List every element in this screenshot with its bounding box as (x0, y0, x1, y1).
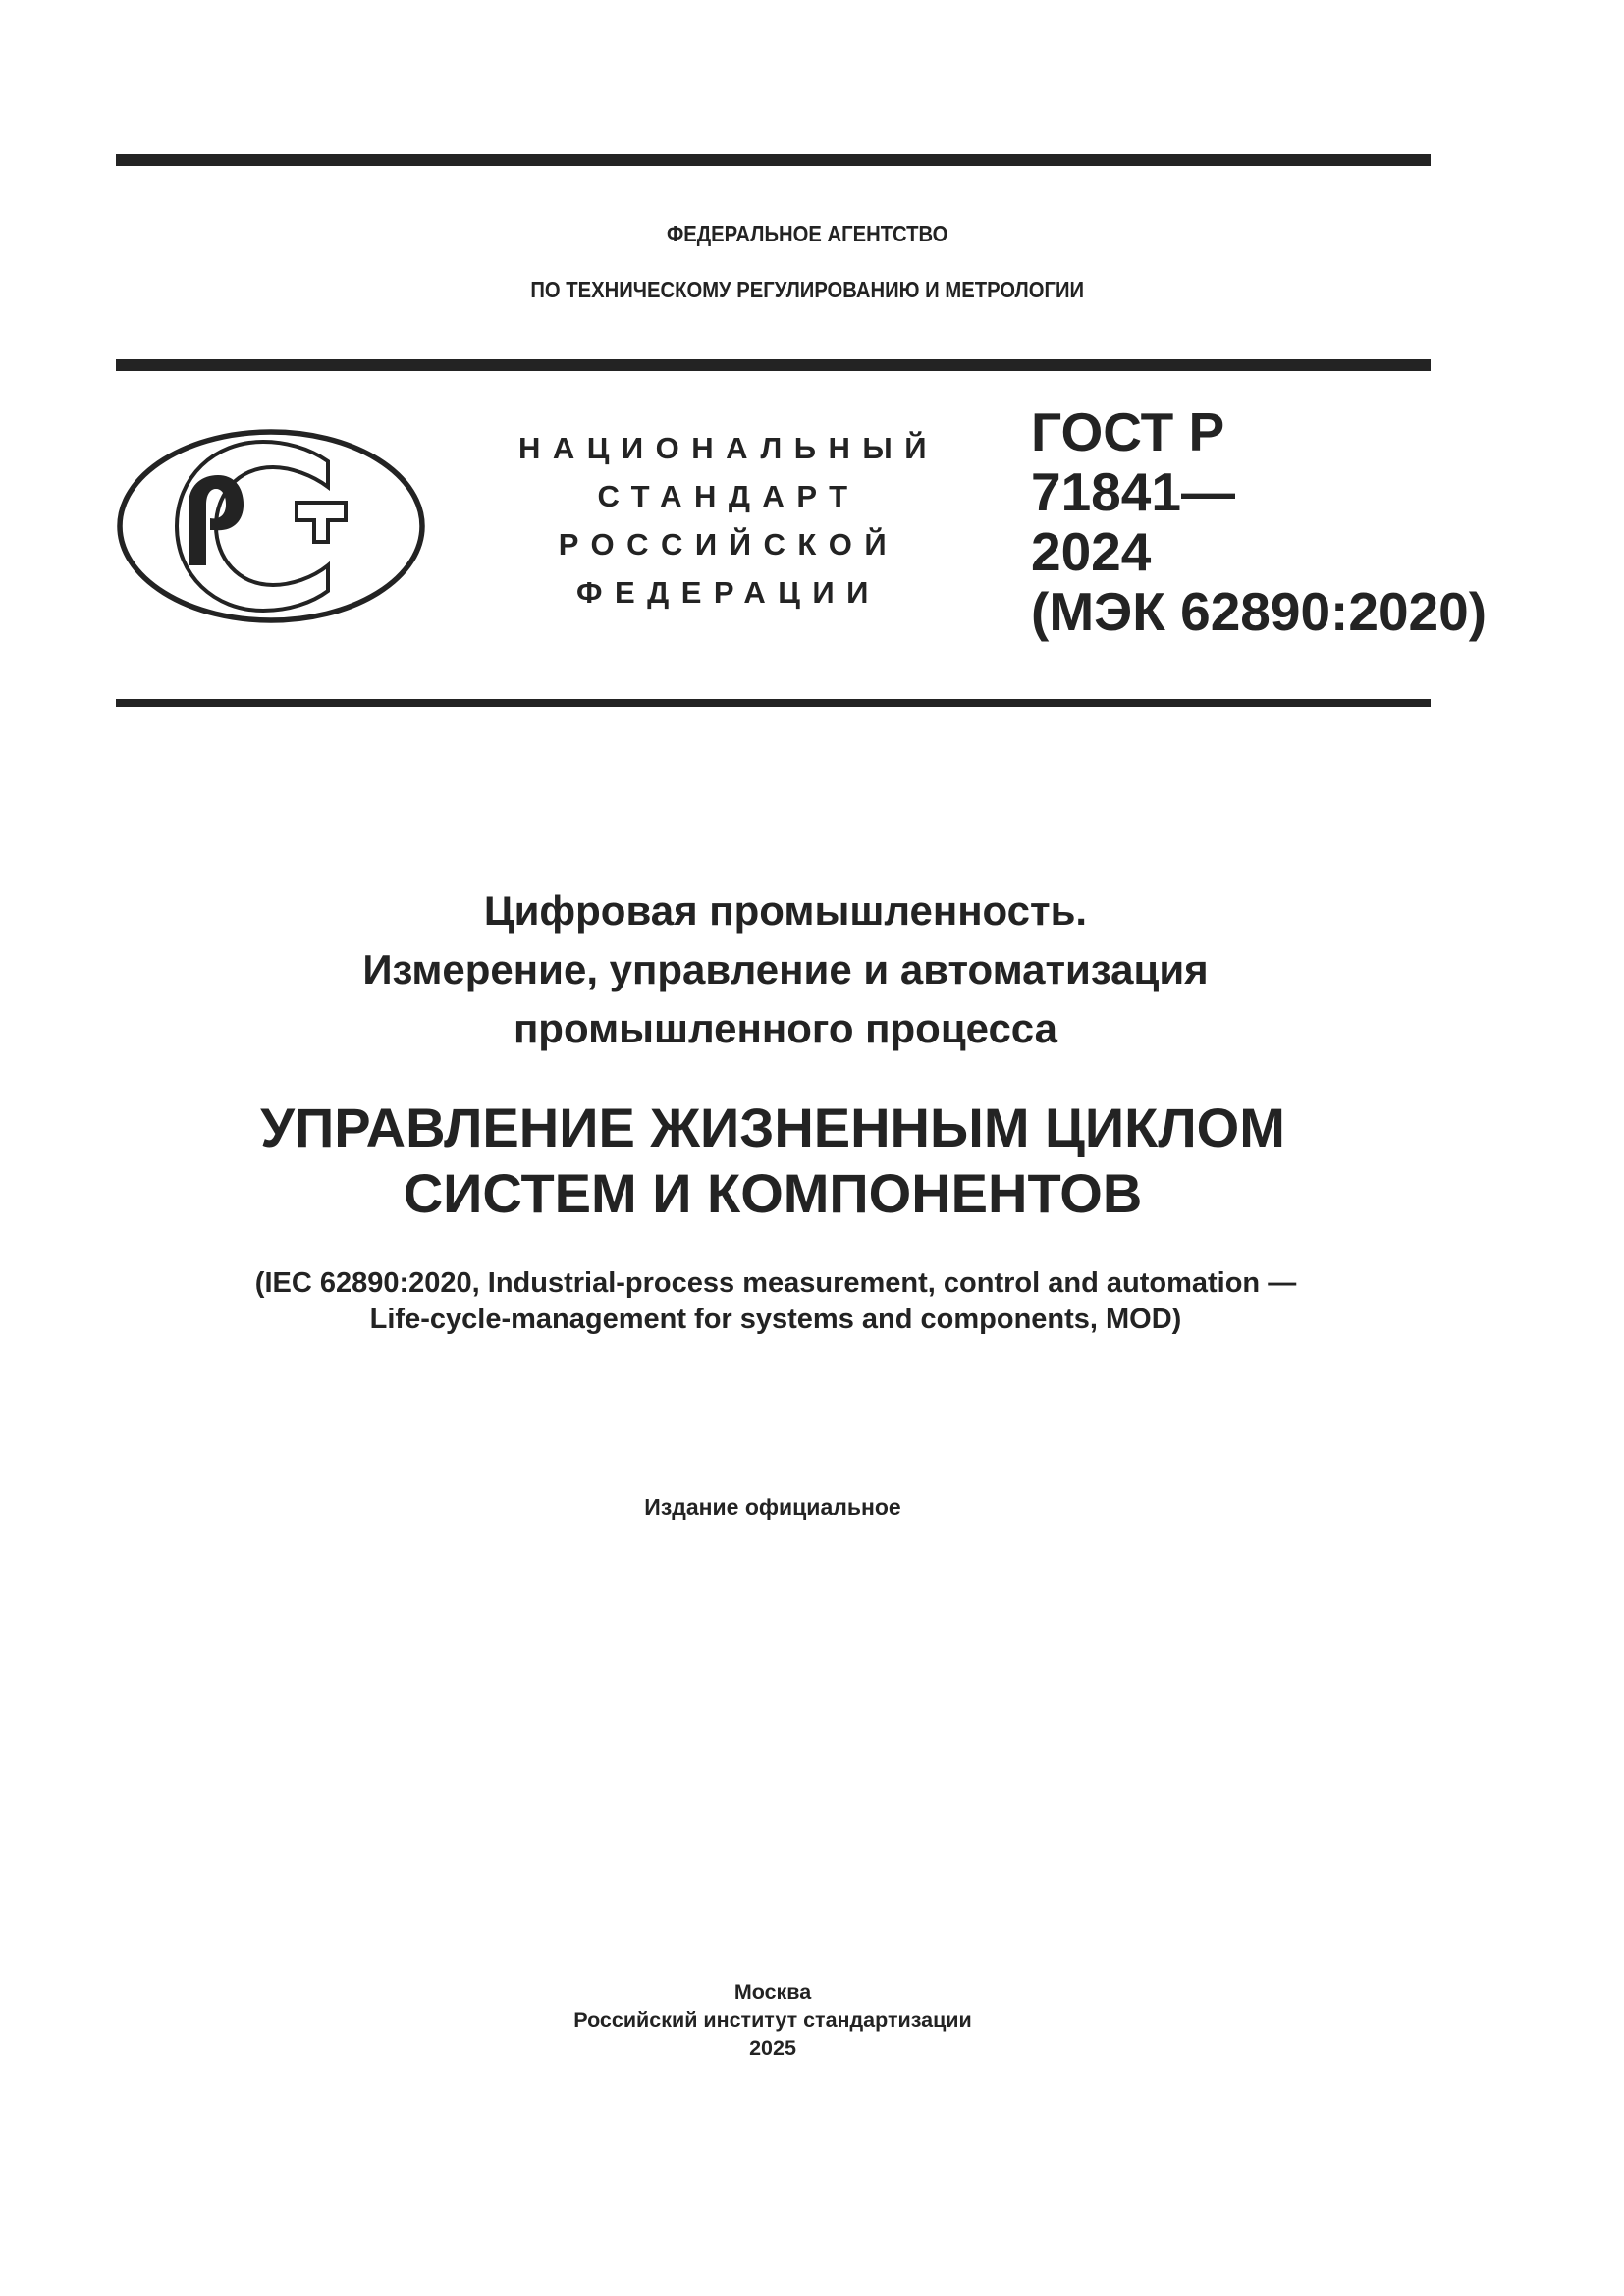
document-title (0, 1095, 1545, 1226)
imprint-city: Москва (733, 1980, 812, 2003)
imprint-year: 2025 (749, 2036, 796, 2059)
national-standard-line: СТАНДАРТ (597, 479, 860, 513)
national-standard-line: РОССИЙСКОЙ (558, 527, 899, 561)
designation-line: ГОСТ Р (1031, 401, 1225, 462)
agency-name-line-2: ПО ТЕХНИЧЕСКОМУ РЕГУЛИРОВАНИЮ И МЕТРОЛОГИИ (530, 277, 1085, 302)
agency-name-line-1: ФЕДЕРАЛЬНОЕ АГЕНТСТВО (666, 221, 948, 246)
document-subtitle (0, 881, 1571, 1058)
top-rule (116, 154, 1431, 166)
designation-line: (МЭК 62890:2020) (1031, 581, 1488, 642)
bottom-rule (116, 699, 1431, 707)
national-standard-line: НАЦИОНАЛЬНЫЙ (517, 431, 940, 465)
international-reference (0, 1265, 1551, 1338)
national-standard-line: ФЕДЕРАЦИИ (576, 575, 881, 610)
middle-rule (116, 359, 1431, 371)
rst-certification-mark-icon (116, 428, 426, 624)
rst-logo (116, 428, 426, 624)
imprint (0, 1978, 1545, 2062)
subtitle-line: Измерение, управление и автоматизация (362, 946, 1209, 992)
imprint-publisher: Российский институт стандартизации (573, 2007, 972, 2032)
subtitle-line: промышленного процесса (513, 1005, 1058, 1051)
subtitle-line: Цифровая промышленность. (483, 887, 1088, 934)
title-line: УПРАВЛЕНИЕ ЖИЗНЕННЫМ ЦИКЛОМ (260, 1096, 1285, 1158)
designation-line: 2024 (1031, 521, 1152, 582)
standard-designation (1031, 402, 1487, 642)
reference-line: (IEC 62890:2020, Industrial-process measurement, control and automation — (254, 1267, 1297, 1299)
title-line: СИСТЕМ И КОМПОНЕНТОВ (403, 1162, 1143, 1224)
national-standard-label (511, 424, 947, 616)
reference-line: Life-cycle-management for systems and components, MOD) (369, 1304, 1182, 1335)
designation-line: 71841— (1031, 461, 1235, 522)
edition-label: Издание официальное (644, 1494, 901, 1520)
